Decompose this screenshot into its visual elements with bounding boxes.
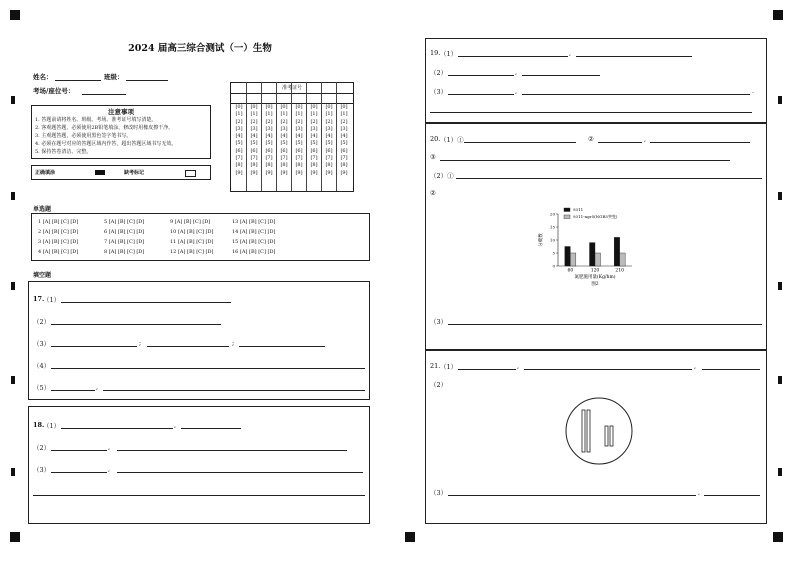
y-tick-label: 5 <box>552 250 555 256</box>
q19-box <box>425 38 767 123</box>
timing-mark <box>778 192 782 200</box>
exam-id-bubble[interactable]: [4] <box>295 133 303 140</box>
exam-id-column[interactable] <box>338 104 350 177</box>
mc-question-options[interactable]: 16 [A] [B] [C] [D] <box>232 249 276 255</box>
mc-question-options[interactable]: 1 [A] [B] [C] [D] <box>38 219 79 225</box>
figure-caption: 图2 <box>591 282 599 287</box>
q18-part3-answer-b[interactable] <box>117 472 363 473</box>
exam-id-bubble[interactable]: [6] <box>295 147 303 154</box>
exam-id-bubble[interactable]: [1] <box>280 111 288 118</box>
exam-id-bubble[interactable]: [0] <box>250 104 258 110</box>
q19-part3-answer-b[interactable] <box>522 94 750 95</box>
mc-question-options[interactable]: 13 [A] [B] [C] [D] <box>232 219 276 225</box>
exam-id-bubble[interactable]: [4] <box>325 133 333 140</box>
mc-question-options[interactable]: 4 [A] [B] [C] [D] <box>38 249 79 255</box>
q18-part2-answer-a[interactable] <box>51 450 107 451</box>
notice-item: 1. 答题前请将姓名、班级、考场、准考证号填写清楚。 <box>35 117 157 123</box>
exam-id-bubble[interactable]: [4] <box>235 133 243 140</box>
q19-extra-answer-line[interactable] <box>430 112 752 113</box>
exam-id-bubble[interactable]: [5] <box>235 140 243 147</box>
exam-id-bubble[interactable]: [8] <box>295 162 303 169</box>
q19-part2-answer-b[interactable] <box>522 75 600 76</box>
q17-part5-answer-b[interactable] <box>103 390 365 391</box>
q21-part1-comma: , <box>517 362 520 370</box>
bar-9311 <box>590 243 596 266</box>
exam-id-bubble[interactable]: [0] <box>295 104 303 110</box>
exam-id-bubble[interactable]: [4] <box>340 133 348 140</box>
q17-part1-answer[interactable] <box>61 302 231 303</box>
exam-id-bubble[interactable]: [5] <box>250 140 258 147</box>
exam-id-bubble[interactable]: [9] <box>340 169 348 176</box>
exam-id-bubble[interactable]: [9] <box>325 169 333 176</box>
exam-id-bubble[interactable]: [6] <box>310 147 318 154</box>
q19-part3-answer-a[interactable] <box>448 94 514 95</box>
y-tick-label: 0 <box>552 263 555 269</box>
q17-part3-separator: ; <box>139 339 142 347</box>
q18-part1-label: （1） <box>43 422 61 430</box>
exam-id-bubble[interactable]: [6] <box>235 147 243 154</box>
mc-question-options[interactable]: 7 [A] [B] [C] [D] <box>104 239 145 245</box>
notice-item: 4. 必须在题号对应的答题区域内作答，超出答题区域书写无效。 <box>35 141 177 147</box>
q17-part3-answer-b[interactable] <box>147 346 229 347</box>
notice-item: 2. 客观题答题，必须使用2B铅笔填涂，修改时用橡皮擦干净。 <box>35 125 174 131</box>
q20-part1-label: （1）① <box>440 136 464 144</box>
y-tick-label: 10 <box>549 237 555 243</box>
bar-9311-ngr5 <box>595 253 601 266</box>
corner-mark-top-left <box>10 10 20 20</box>
exam-id-bubble[interactable]: [1] <box>310 111 318 118</box>
exam-id-column[interactable] <box>248 104 260 177</box>
name-field[interactable] <box>55 80 101 81</box>
exam-id-bubble[interactable]: [2] <box>280 118 288 125</box>
fill-sample-box <box>31 165 211 180</box>
exam-id-bubble[interactable]: [2] <box>265 118 273 125</box>
q20-box <box>425 123 767 350</box>
q20-part3-label: （3） <box>430 318 448 326</box>
bar-9311 <box>565 247 571 267</box>
exam-id-bubble[interactable]: [2] <box>325 118 333 125</box>
bar-9311-ngr5 <box>570 253 576 266</box>
q21-part3-answer-a[interactable] <box>448 495 696 496</box>
exam-id-bubble[interactable]: [2] <box>235 118 243 125</box>
q17-number: 17. <box>33 295 45 303</box>
q21-part1-answer-a[interactable] <box>458 369 516 370</box>
exam-id-bubble[interactable]: [8] <box>265 162 273 169</box>
exam-id-bubble[interactable]: [3] <box>310 125 318 132</box>
mc-question-options[interactable]: 2 [A] [B] [C] [D] <box>38 229 79 235</box>
q21-part3-answer-b[interactable] <box>704 495 760 496</box>
q17-part4-label: （4） <box>33 362 51 370</box>
exam-id-bubble[interactable]: [9] <box>250 169 258 176</box>
exam-id-bubble[interactable]: [0] <box>265 104 273 110</box>
exam-id-bubble[interactable]: [0] <box>340 104 348 110</box>
q17-part5-answer-a[interactable] <box>51 390 95 391</box>
q17-part4-answer[interactable] <box>51 368 365 369</box>
q19-part2-comma: , <box>515 68 518 76</box>
name-label: 姓名： <box>33 73 53 81</box>
x-tick-label: 210 <box>615 268 624 274</box>
q20-part1-circle2: ② <box>588 135 594 143</box>
corner-mark-bottom-right <box>773 532 783 542</box>
exam-id-bubble[interactable]: [5] <box>325 140 333 147</box>
q20-part1-circle3: ③ <box>430 153 436 161</box>
bar-9311 <box>614 237 620 266</box>
exam-id-bubble[interactable]: [5] <box>265 140 273 147</box>
q19-part3-period: . <box>752 87 755 95</box>
exam-id-bubble[interactable]: [5] <box>340 140 348 147</box>
exam-id-bubble[interactable]: [3] <box>265 125 273 132</box>
exam-id-column[interactable] <box>278 104 290 177</box>
exam-id-bubble[interactable]: [2] <box>340 118 348 125</box>
q18-extra-answer-line[interactable] <box>33 495 365 496</box>
mc-question-options[interactable]: 10 [A] [B] [C] [D] <box>170 229 214 235</box>
exam-id-bubble[interactable]: [9] <box>295 169 303 176</box>
exam-id-bubble[interactable]: [1] <box>235 111 243 118</box>
chromosome <box>582 410 585 452</box>
exam-id-column[interactable] <box>263 104 275 177</box>
correct-fill-label: 正确填涂 <box>35 170 56 176</box>
q19-part2-label: （2） <box>430 69 448 77</box>
q20-part2-answer-1[interactable] <box>456 178 762 179</box>
room-seat-label: 考场/座位号： <box>33 87 75 95</box>
correct-fill-sample <box>95 170 105 175</box>
corner-mark-top-right <box>773 10 783 20</box>
q21-part3-label: （3） <box>430 489 448 497</box>
exam-id-bubble[interactable]: [4] <box>310 133 318 140</box>
exam-id-bubble[interactable]: [2] <box>250 118 258 125</box>
exam-id-bubble[interactable]: [5] <box>310 140 318 147</box>
room-seat-field[interactable] <box>82 94 126 95</box>
exam-id-bubble[interactable]: [0] <box>325 104 333 110</box>
q20-part1-answer-3[interactable] <box>440 160 730 161</box>
exam-id-bubble[interactable]: [6] <box>265 147 273 154</box>
legend-swatch <box>564 215 570 219</box>
exam-id-bubble[interactable]: [1] <box>295 111 303 118</box>
q18-part2-answer-b[interactable] <box>117 450 347 451</box>
exam-id-bubble[interactable]: [5] <box>295 140 303 147</box>
exam-id-bubble[interactable]: [9] <box>235 169 243 176</box>
exam-id-bubble[interactable]: [7] <box>265 155 273 162</box>
exam-id-column[interactable] <box>323 104 335 177</box>
exam-id-digit-grid[interactable] <box>233 104 353 191</box>
exam-id-bubble[interactable]: [7] <box>235 155 243 162</box>
mc-question-options[interactable]: 3 [A] [B] [C] [D] <box>38 239 79 245</box>
absent-mark-label: 缺考标记 <box>124 170 145 176</box>
exam-id-bubble[interactable]: [7] <box>310 155 318 162</box>
page-title: 2024 届高三综合测试（一）生物 <box>128 43 272 54</box>
q17-part2-answer[interactable] <box>51 324 221 325</box>
exam-id-column[interactable] <box>293 104 305 177</box>
exam-id-bubble[interactable]: [3] <box>280 125 288 132</box>
class-field[interactable] <box>126 80 168 81</box>
chromosome <box>587 410 590 452</box>
exam-id-box <box>230 82 354 192</box>
single-choice-box <box>31 213 370 261</box>
q17-part5-comma: , <box>96 383 99 391</box>
notice-item: 5. 保持答卷清洁、完整。 <box>35 149 92 155</box>
exam-id-bubble[interactable]: [6] <box>280 147 288 154</box>
timing-mark <box>778 468 782 476</box>
exam-id-bubble[interactable]: [4] <box>250 133 258 140</box>
q17-part5-label: （5） <box>33 384 51 392</box>
timing-mark <box>11 376 15 384</box>
exam-id-bubble[interactable]: [8] <box>325 162 333 169</box>
timing-mark <box>11 192 15 200</box>
q19-part3-comma: , <box>515 87 518 95</box>
cell-division-diagram <box>564 396 634 466</box>
q20-part1-comma: , <box>644 135 647 143</box>
exam-id-bubble[interactable]: [6] <box>250 147 258 154</box>
exam-id-bubble[interactable]: [3] <box>250 125 258 132</box>
q18-part1-answer-a[interactable] <box>61 428 173 429</box>
exam-id-bubble[interactable]: [5] <box>280 140 288 147</box>
q18-part3-comma: , <box>108 465 111 473</box>
exam-id-bubble[interactable]: [6] <box>340 147 348 154</box>
q17-part3-answer-a[interactable] <box>51 346 137 347</box>
exam-id-bubble[interactable]: [4] <box>280 133 288 140</box>
bar-9311-ngr5 <box>620 253 626 266</box>
bar-chart-figure <box>536 204 666 304</box>
notice-list <box>35 116 176 156</box>
q20-part1-answer-2a[interactable] <box>598 142 642 143</box>
q21-part1-answer-c[interactable] <box>702 369 760 370</box>
exam-id-bubble[interactable]: [1] <box>250 111 258 118</box>
q19-part1-answer-b[interactable] <box>576 56 692 57</box>
exam-id-bubble[interactable]: [8] <box>280 162 288 169</box>
q21-part3-comma: , <box>698 488 701 496</box>
exam-id-bubble[interactable]: [2] <box>295 118 303 125</box>
exam-id-bubble[interactable]: [7] <box>340 155 348 162</box>
mc-question-options[interactable]: 11 [A] [B] [C] [D] <box>170 239 214 245</box>
q21-part1-answer-b[interactable] <box>524 369 692 370</box>
chromosome <box>610 426 613 446</box>
exam-id-bubble[interactable]: [8] <box>235 162 243 169</box>
y-tick-label: 15 <box>549 224 555 230</box>
exam-id-bubble[interactable]: [0] <box>235 104 243 110</box>
q19-number: 19. <box>430 49 441 57</box>
exam-id-bubble[interactable]: [3] <box>340 125 348 132</box>
q17-box <box>28 281 370 400</box>
q20-part2-label: （2）① <box>430 172 454 180</box>
q19-part3-label: （3） <box>430 88 448 96</box>
q19-part2-answer-a[interactable] <box>448 75 514 76</box>
exam-id-bubble[interactable]: [1] <box>325 111 333 118</box>
q21-part1-label: （1） <box>440 363 458 371</box>
exam-id-bubble[interactable]: [7] <box>250 155 258 162</box>
class-label: 班级： <box>104 73 124 81</box>
mc-question-options[interactable]: 6 [A] [B] [C] [D] <box>104 229 145 235</box>
q18-part2-label: （2） <box>33 444 51 452</box>
x-tick-label: 60 <box>567 268 574 274</box>
q17-part3-separator: ; <box>232 339 235 347</box>
q17-part3-answer-c[interactable] <box>239 346 325 347</box>
q20-part1-answer-1[interactable] <box>464 142 576 143</box>
q18-part2-comma: , <box>108 443 111 451</box>
x-axis-label: 氮肥施用量(Kg/hm) <box>574 275 616 280</box>
legend-label: 9311-ngr5(NGR5突变) <box>573 214 618 220</box>
exam-id-bubble[interactable]: [1] <box>265 111 273 118</box>
q17-part2-label: （2） <box>33 318 51 326</box>
absent-mark-checkbox[interactable] <box>185 170 196 177</box>
exam-id-bubble[interactable]: [9] <box>280 169 288 176</box>
exam-id-bubble[interactable]: [3] <box>235 125 243 132</box>
q18-box <box>28 406 370 524</box>
exam-id-bubble[interactable]: [3] <box>295 125 303 132</box>
q21-part1-comma: , <box>694 362 697 370</box>
notice-box <box>31 105 211 159</box>
exam-id-bubble[interactable]: [0] <box>310 104 318 110</box>
q18-part3-label: （3） <box>33 466 51 474</box>
q19-part1-comma: , <box>569 49 572 57</box>
timing-mark <box>778 376 782 384</box>
q20-part2-circle2: ② <box>430 189 436 197</box>
q19-part1-answer-a[interactable] <box>458 56 568 57</box>
mc-question-options[interactable]: 15 [A] [B] [C] [D] <box>232 239 276 245</box>
y-axis-label: 分蘖数 <box>539 233 544 247</box>
exam-id-bubble[interactable]: [7] <box>325 155 333 162</box>
legend-swatch <box>564 208 570 212</box>
exam-id-bubble[interactable]: [6] <box>325 147 333 154</box>
q18-number: 18. <box>33 421 45 429</box>
y-tick-label: 20 <box>549 211 555 217</box>
mc-question-options[interactable]: 12 [A] [B] [C] [D] <box>170 249 214 255</box>
exam-id-bubble[interactable]: [8] <box>340 162 348 169</box>
q21-box <box>425 350 767 524</box>
q19-part1-label: （1） <box>440 50 458 58</box>
notice-title: 注意事项 <box>108 108 134 116</box>
q18-part1-comma: , <box>174 421 177 429</box>
notice-item: 3. 主观题答题，必须使用黑色签字笔书写。 <box>35 133 132 139</box>
q18-part1-answer-b[interactable] <box>181 428 241 429</box>
timing-mark <box>11 468 15 476</box>
mc-question-options[interactable]: 5 [A] [B] [C] [D] <box>104 219 145 225</box>
fill-blank-heading: 填空题 <box>33 272 52 279</box>
cell-membrane <box>566 398 632 464</box>
exam-id-title: 准考证号 <box>231 83 353 94</box>
timing-mark <box>778 96 782 104</box>
exam-id-column[interactable] <box>308 104 320 177</box>
exam-id-bubble[interactable]: [1] <box>340 111 348 118</box>
exam-id-bubble[interactable]: [7] <box>295 155 303 162</box>
q20-part1-answer-2b[interactable] <box>650 142 750 143</box>
exam-id-bubble[interactable]: [3] <box>325 125 333 132</box>
q17-part1-label: （1） <box>43 296 61 304</box>
q20-part3-answer[interactable] <box>448 324 762 325</box>
q18-part3-answer-a[interactable] <box>51 472 107 473</box>
x-tick-label: 120 <box>590 268 600 274</box>
exam-id-bubble[interactable]: [7] <box>280 155 288 162</box>
exam-id-bubble[interactable]: [9] <box>265 169 273 176</box>
q17-part3-label: （3） <box>33 340 51 348</box>
exam-id-bubble[interactable]: [2] <box>310 118 318 125</box>
exam-id-bubble[interactable]: [4] <box>265 133 273 140</box>
corner-mark-mid-left <box>405 532 415 542</box>
corner-mark-bottom-left <box>10 532 20 542</box>
legend-label: 9311 <box>573 207 584 213</box>
timing-mark <box>778 282 782 290</box>
exam-id-bubble[interactable]: [8] <box>250 162 258 169</box>
exam-id-bubble[interactable]: [0] <box>280 104 288 110</box>
chromosome <box>605 426 608 446</box>
mc-question-options[interactable]: 14 [A] [B] [C] [D] <box>232 229 276 235</box>
exam-id-column[interactable] <box>233 104 245 177</box>
timing-mark <box>11 282 15 290</box>
q21-part2-label: （2） <box>430 381 448 389</box>
q21-number: 21. <box>430 362 441 370</box>
exam-id-bubble[interactable]: [9] <box>310 169 318 176</box>
exam-id-bubble[interactable]: [8] <box>310 162 318 169</box>
timing-mark <box>11 96 15 104</box>
single-choice-heading: 单选题 <box>33 206 52 213</box>
q20-number: 20. <box>430 135 441 143</box>
mc-question-options[interactable]: 8 [A] [B] [C] [D] <box>104 249 145 255</box>
mc-question-options[interactable]: 9 [A] [B] [C] [D] <box>170 219 211 225</box>
